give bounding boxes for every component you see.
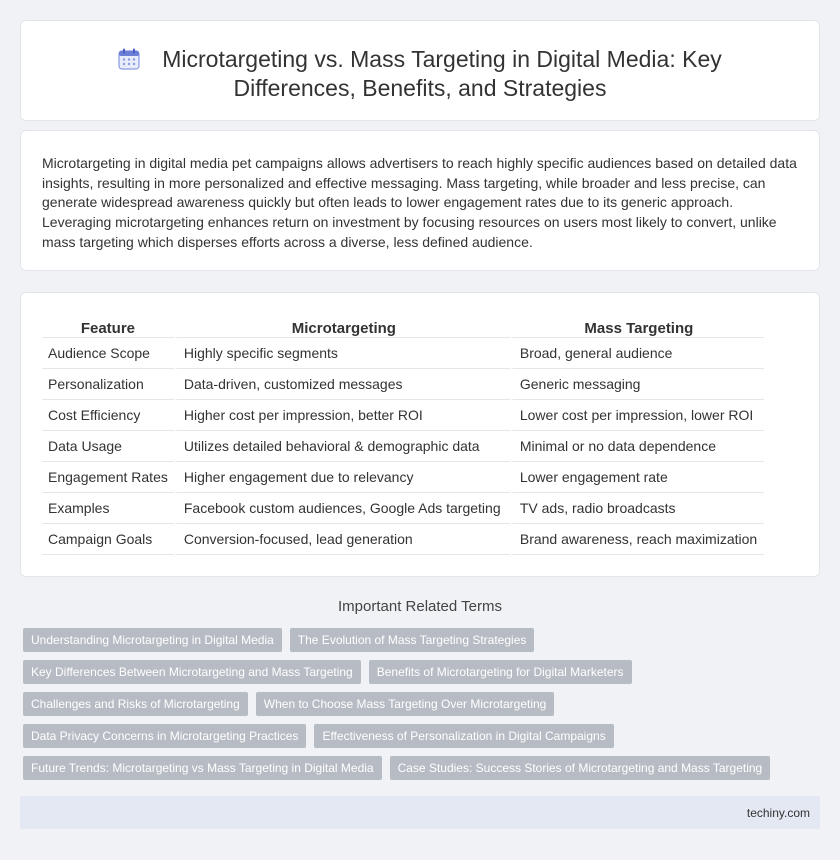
table-row: [42, 338, 764, 369]
header-mass-targeting: Mass Targeting: [510, 315, 764, 338]
feature-cell: Campaign Goals: [42, 524, 174, 555]
related-terms-heading: Important Related Terms: [338, 598, 502, 615]
table-row: [42, 462, 764, 493]
mass-targeting-cell: Minimal or no data dependence: [510, 431, 764, 462]
related-term-link[interactable]: Case Studies: Success Stories of Microtargeting and Mass Targeting: [390, 756, 771, 780]
intro-card: [20, 130, 820, 271]
related-term-link[interactable]: When to Choose Mass Targeting Over Microtargeting: [256, 692, 555, 716]
related-term-link[interactable]: The Evolution of Mass Targeting Strategies: [290, 628, 535, 652]
feature-cell: Engagement Rates: [42, 462, 174, 493]
related-term-link[interactable]: Key Differences Between Microtargeting and Mass Targeting: [23, 660, 361, 684]
microtargeting-cell: Utilizes detailed behavioral & demographic data: [174, 431, 510, 462]
comparison-table-card: [20, 292, 820, 577]
header-microtargeting: Microtargeting: [174, 315, 510, 338]
related-term-link[interactable]: Benefits of Microtargeting for Digital Marketers: [369, 660, 632, 684]
comparison-table: [42, 315, 764, 555]
table-row: [42, 400, 764, 431]
microtargeting-cell: Higher cost per impression, better ROI: [174, 400, 510, 431]
title-line-2: Differences, Benefits, and Strategies: [233, 75, 607, 101]
related-term-link[interactable]: Understanding Microtargeting in Digital Media: [23, 628, 282, 652]
table-row: [42, 431, 764, 462]
page-title: [21, 45, 819, 103]
footer-site-link[interactable]: techiny.com: [746, 806, 810, 820]
microtargeting-cell: Conversion-focused, lead generation: [174, 524, 510, 555]
feature-cell: Examples: [42, 493, 174, 524]
table-row: [42, 493, 764, 524]
related-term-link[interactable]: Data Privacy Concerns in Microtargeting Practices: [23, 724, 306, 748]
table-row: [42, 524, 764, 555]
microtargeting-cell: Facebook custom audiences, Google Ads targeting: [174, 493, 510, 524]
table-header-row: [42, 315, 764, 338]
related-term-link[interactable]: Effectiveness of Personalization in Digital Campaigns: [314, 724, 613, 748]
calendar-icon: [118, 48, 140, 70]
related-term-link[interactable]: Challenges and Risks of Microtargeting: [23, 692, 248, 716]
microtargeting-cell: Highly specific segments: [174, 338, 510, 369]
table-row: [42, 369, 764, 400]
mass-targeting-cell: Brand awareness, reach maximization: [510, 524, 764, 555]
footer-bar: [20, 796, 820, 829]
mass-targeting-cell: Generic messaging: [510, 369, 764, 400]
microtargeting-cell: Data-driven, customized messages: [174, 369, 510, 400]
feature-cell: Audience Scope: [42, 338, 174, 369]
feature-cell: Cost Efficiency: [42, 400, 174, 431]
mass-targeting-cell: Lower cost per impression, lower ROI: [510, 400, 764, 431]
intro-paragraph: Microtargeting in digital media pet campaigns allows advertisers to reach highly specific audiences based on detailed data insights, resulting in more personalized and effective messaging. Mass targeting, while broader and less precise, can generate widespread awareness quickly but often leads to lower engagement rates due to its generic approach. Leveraging microtargeting enhances return on investment by focusing resources on users most likely to convert, unlike mass targeting which disperses efforts across a diverse, less defined audience.: [42, 155, 797, 250]
feature-cell: Data Usage: [42, 431, 174, 462]
mass-targeting-cell: TV ads, radio broadcasts: [510, 493, 764, 524]
related-terms-list: [23, 628, 813, 780]
header-feature: Feature: [42, 315, 174, 338]
title-line-1: Microtargeting vs. Mass Targeting in Digital Media: Key: [162, 46, 722, 72]
feature-cell: Personalization: [42, 369, 174, 400]
mass-targeting-cell: Lower engagement rate: [510, 462, 764, 493]
related-term-link[interactable]: Future Trends: Microtargeting vs Mass Targeting in Digital Media: [23, 756, 382, 780]
microtargeting-cell: Higher engagement due to relevancy: [174, 462, 510, 493]
mass-targeting-cell: Broad, general audience: [510, 338, 764, 369]
header-card: [20, 20, 820, 121]
